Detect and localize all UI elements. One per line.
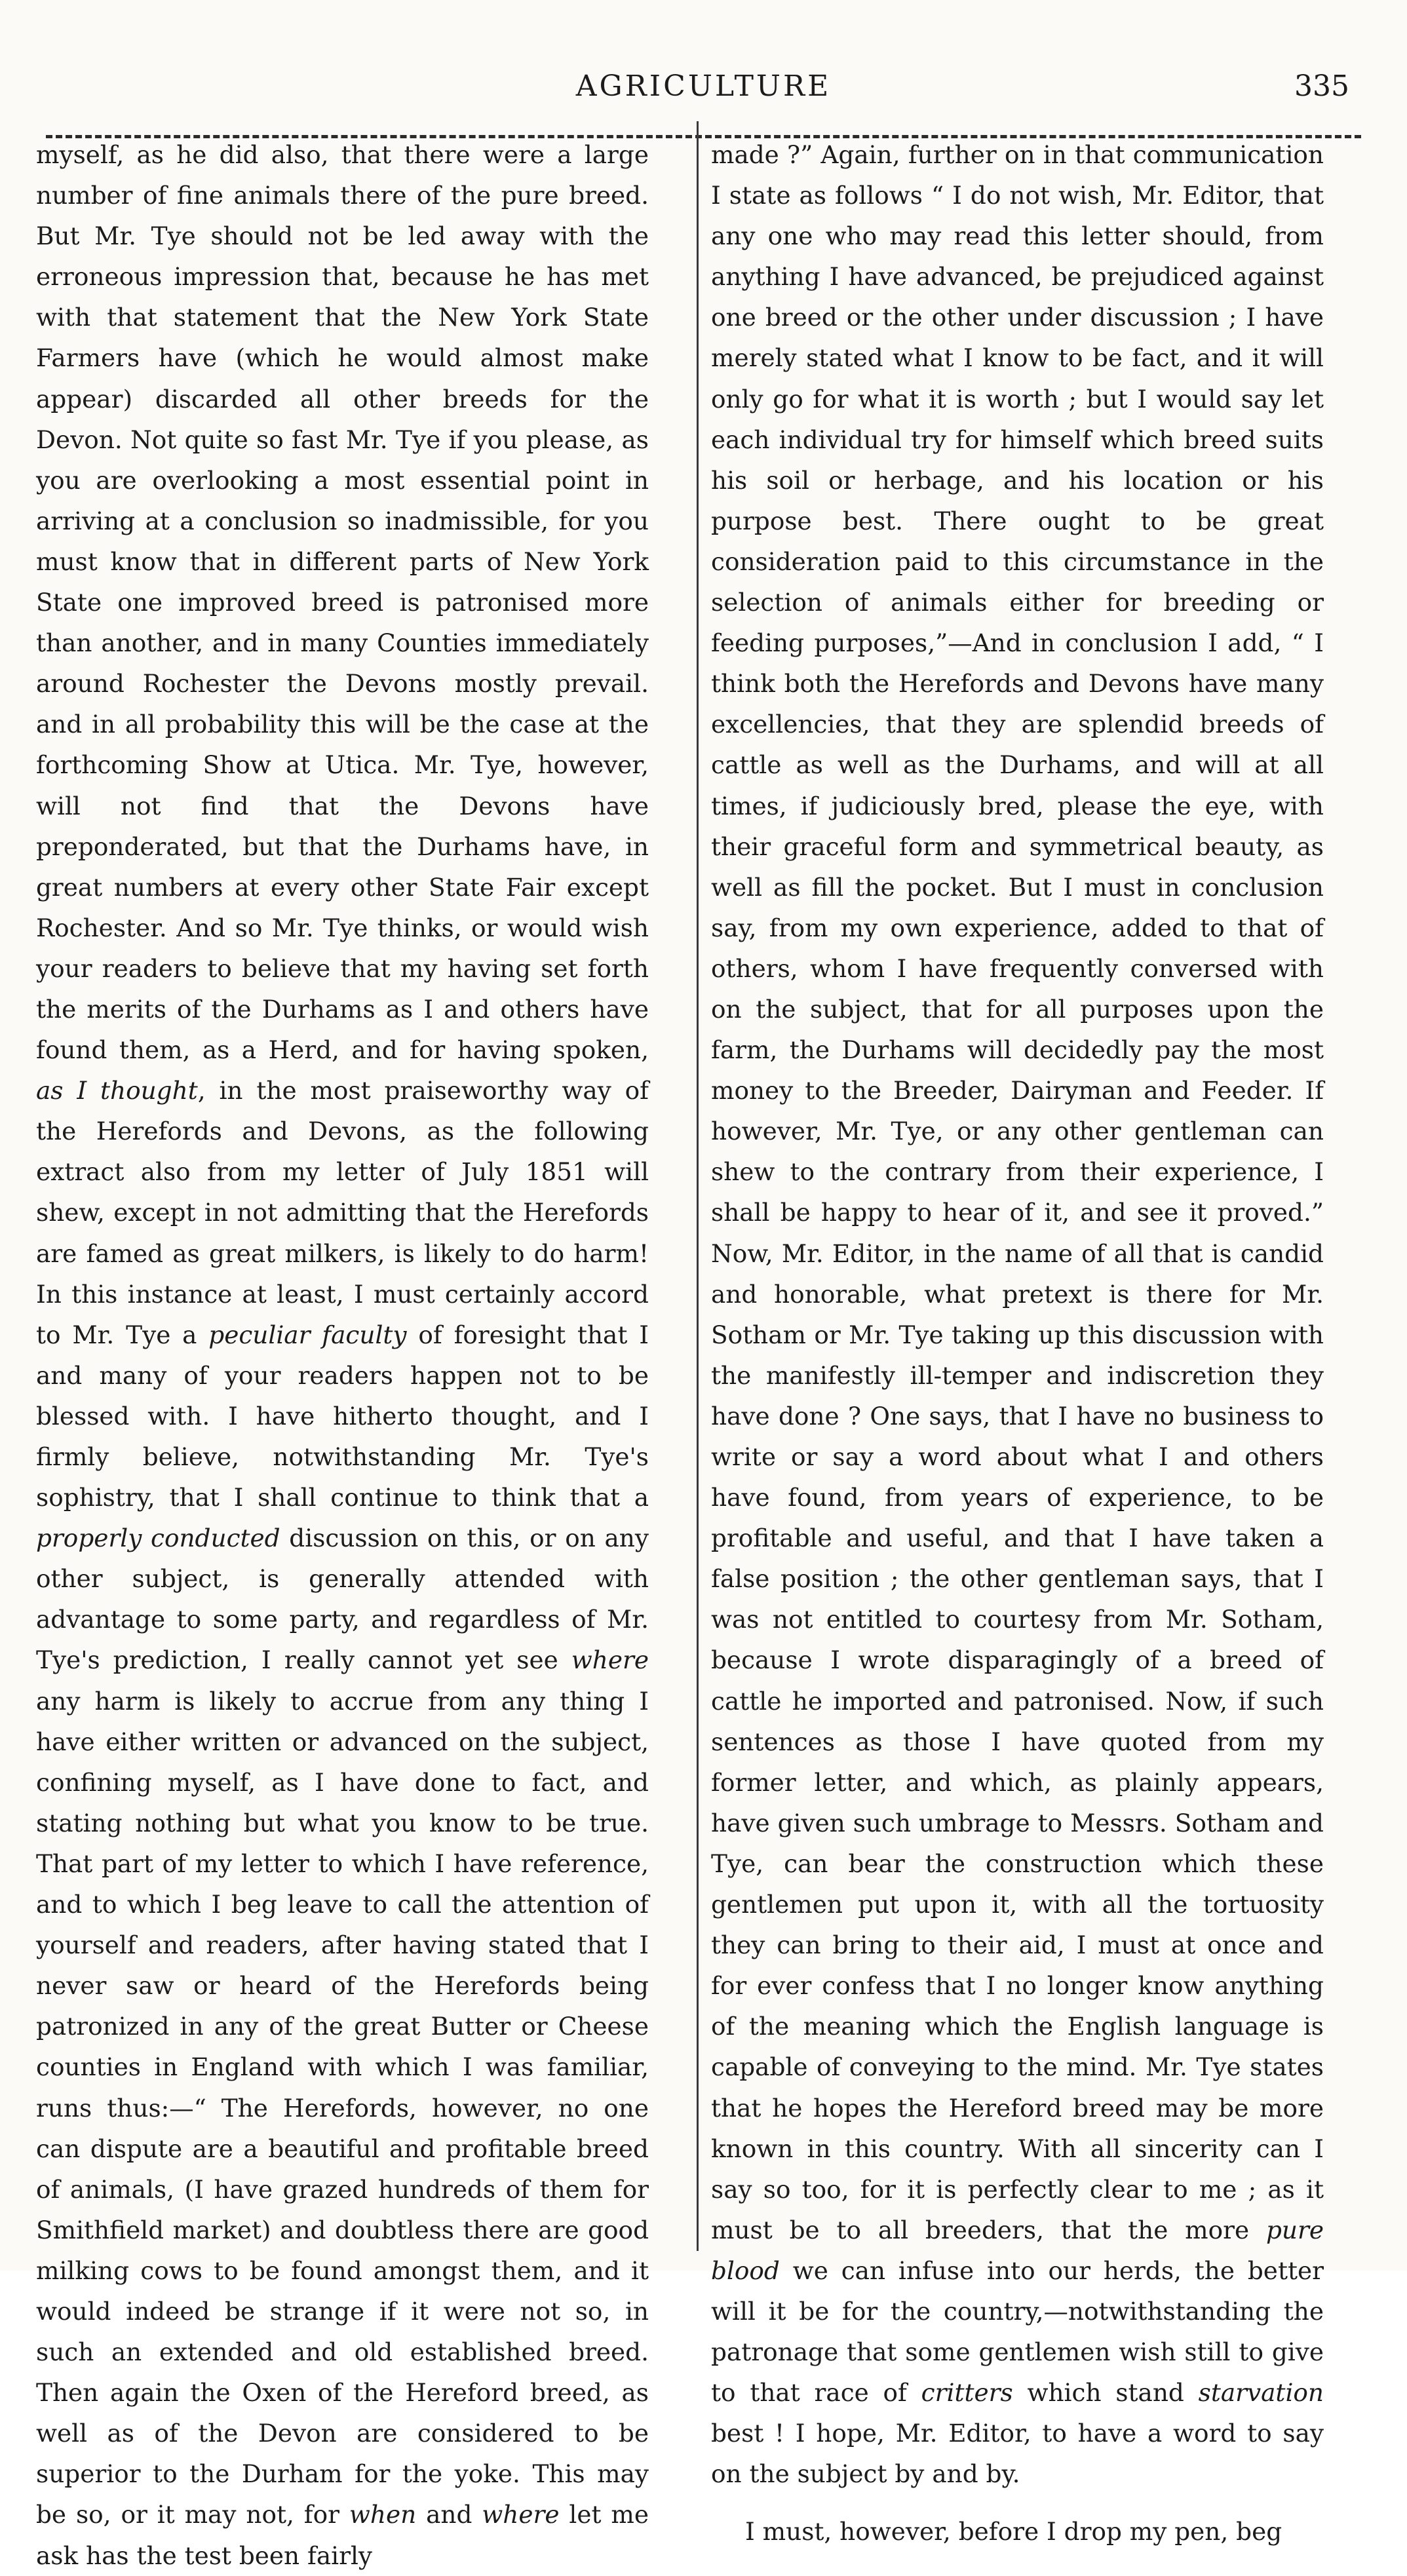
text-run: discussion on this, or on any other subject, is generally attended with advantage to some party, and regardless of Mr. Tye's prediction, I really cannot yet see [36, 1524, 649, 1675]
emphasis-text: critters [921, 2378, 1013, 2408]
text-run: made ?” Again, further on in that communication I state as follows “ I do not wish, Mr. Editor, that any one who may read this letter should, from anything I have advanced, be prejudiced against one breed or the other under discussion ; I have merely stated what I know to be fact, and it will only go for what it is worth ; but I would say let each individual try for himself which breed suits his soil or herbage, and his location or his purpose best. There ought to be great consideration paid to this circumstance in the selection of animals either for breeding or feeding purposes,”—And in conclusion I add, “ I think both the Herefords and Devons have many excellencies, that they are splendid breeds of cattle as well as the Durhams, and will at all times, if judiciously bred, please the eye, with their graceful form and symmetrical beauty, as well as fill the pocket. But I must in conclusion say, from my own experience, added to that of others, whom I have frequently conversed with on the subject, that for all purposes upon the farm, the Durhams will decidedly pay the most money to the Breeder, Dairyman and Feeder. If however, Mr. Tye, or any other gentleman can shew to the contrary from their experience, I shall be happy to hear of it, and see it proved.” Now, Mr. Editor, in the name of all that is candid and honorable, what pretext is there for Mr. Sotham or Mr. Tye taking up this discussion with the manifestly ill-temper and indiscretion they have done ? One says, that I have no business to write or say a word about what I and others have found, from years of experience, to be profitable and useful, and that I have taken a false position ; the other gentleman says, that I was not entitled to courtesy from Mr. Sotham, because I wrote disparagingly of a breed of cattle he imported and patronised. Now, if such sentences as those I have quoted from my former letter, and which, as plainly appears, have given such umbrage to Messrs. Sotham and Tye, can bear the construction which these gentlemen put upon it, with all the tortuosity they can bring to their aid, I must at once and for ever confess that I no longer know anything of the meaning which the English language is capable of conveying to the mind. Mr. Tye states that he hopes the Hereford breed may be more known in this country. With all sincerity can I say so too, for it is perfectly clear to me ; as it must be to all breeders, that the more [711, 140, 1324, 2244]
right-column-paragraph [711, 134, 1324, 2494]
section-title: AGRICULTURE [575, 69, 832, 103]
text-run: myself, as he did also, that there were a large number of fine animals there of the pure breed. But Mr. Tye should not be led away with the erroneous impression that, because he has met with that statement that the New York State Farmers have (which he would almost make appear) discarded all other breeds for the Devon. Not quite so fast Mr. Tye if you please, as you are overlooking a most essential point in arriving at a conclusion so inadmissible, for you must know that in different parts of New York State one improved breed is patronised more than another, and in many Counties immediately around Rochester the Devons mostly prevail. and in all probability this will be the case at the forthcoming Show at Utica. Mr. Tye, however, will not find that the Devons have preponderated, but that the Durhams have, in great numbers at every other State Fair except Rochester. And so Mr. Tye thinks, or would wish your readers to believe that my having set forth the merits of the Durhams as I and others have found them, as a Herd, and for having spoken, [36, 140, 649, 1065]
text-run: we can infuse into our herds, the better will it be for the country,—notwithstanding the patronage that some gentlemen wish still to give to that race of [711, 2256, 1324, 2408]
running-head [46, 26, 1361, 105]
emphasis-text: when [349, 2500, 417, 2529]
text-run: of foresight that I and many of your readers happen not to be blessed with. I have hitherto thought, and I firmly believe, notwithstanding Mr. Tye's sophistry, that I shall continue to think that a [36, 1320, 649, 1512]
text-run: , in the most praiseworthy way of the Herefords and Devons, as the following extract also from my letter of July 1851 will shew, except in not admitting that the Herefords are famed as great milkers, is likely to do harm! In this instance at least, I must certainly accord to Mr. Tye a [36, 1076, 649, 1349]
emphasis-text: pure blood [711, 2215, 1324, 2285]
text-run: and [416, 2500, 482, 2529]
emphasis-text: properly conducted [36, 1524, 280, 1553]
text-run: which stand [1012, 2378, 1199, 2408]
emphasis-text: starvation [1198, 2378, 1324, 2408]
right-column-paragraph: I must, however, before I drop my pen, beg [745, 2517, 1282, 2547]
text-run: best ! I hope, Mr. Editor, to have a word to say on the subject by and by. [711, 2419, 1324, 2489]
page-number: 335 [1294, 69, 1349, 103]
right-column [711, 134, 1324, 2547]
left-column-paragraph [36, 134, 649, 2576]
emphasis-text: peculiar faculty [208, 1320, 407, 1349]
text-run: let me ask has the test been fairly [36, 2500, 649, 2570]
column-divider [697, 121, 699, 2251]
emphasis-text: where [571, 1645, 649, 1675]
text-run: any harm is likely to accrue from any thing I have either written or advanced on the subject, confining myself, as I have done to fact, and stating nothing but what you know to be true. That part of my letter to which I have reference, and to which I beg leave to call the attention of yourself and readers, after having stated that I never saw or heard of the Herefords being patronized in any of the great Butter or Cheese counties in England with which I was familiar, runs thus:—“ The Herefords, however, no one can dispute are a beautiful and profitable breed of animals, (I have grazed hundreds of them for Smithfield market) and doubtless there are good milking cows to be found amongst them, and it would indeed be strange if it were not so, in such an extended and old established breed. Then again the Oxen of the Hereford breed, as well as of the Devon are considered to be superior to the Durham for the yoke. This may be so, or it may not, for [36, 1686, 649, 2529]
emphasis-text: as I thought [36, 1076, 198, 1105]
emphasis-text: where [482, 2500, 560, 2529]
left-column [36, 134, 649, 2570]
